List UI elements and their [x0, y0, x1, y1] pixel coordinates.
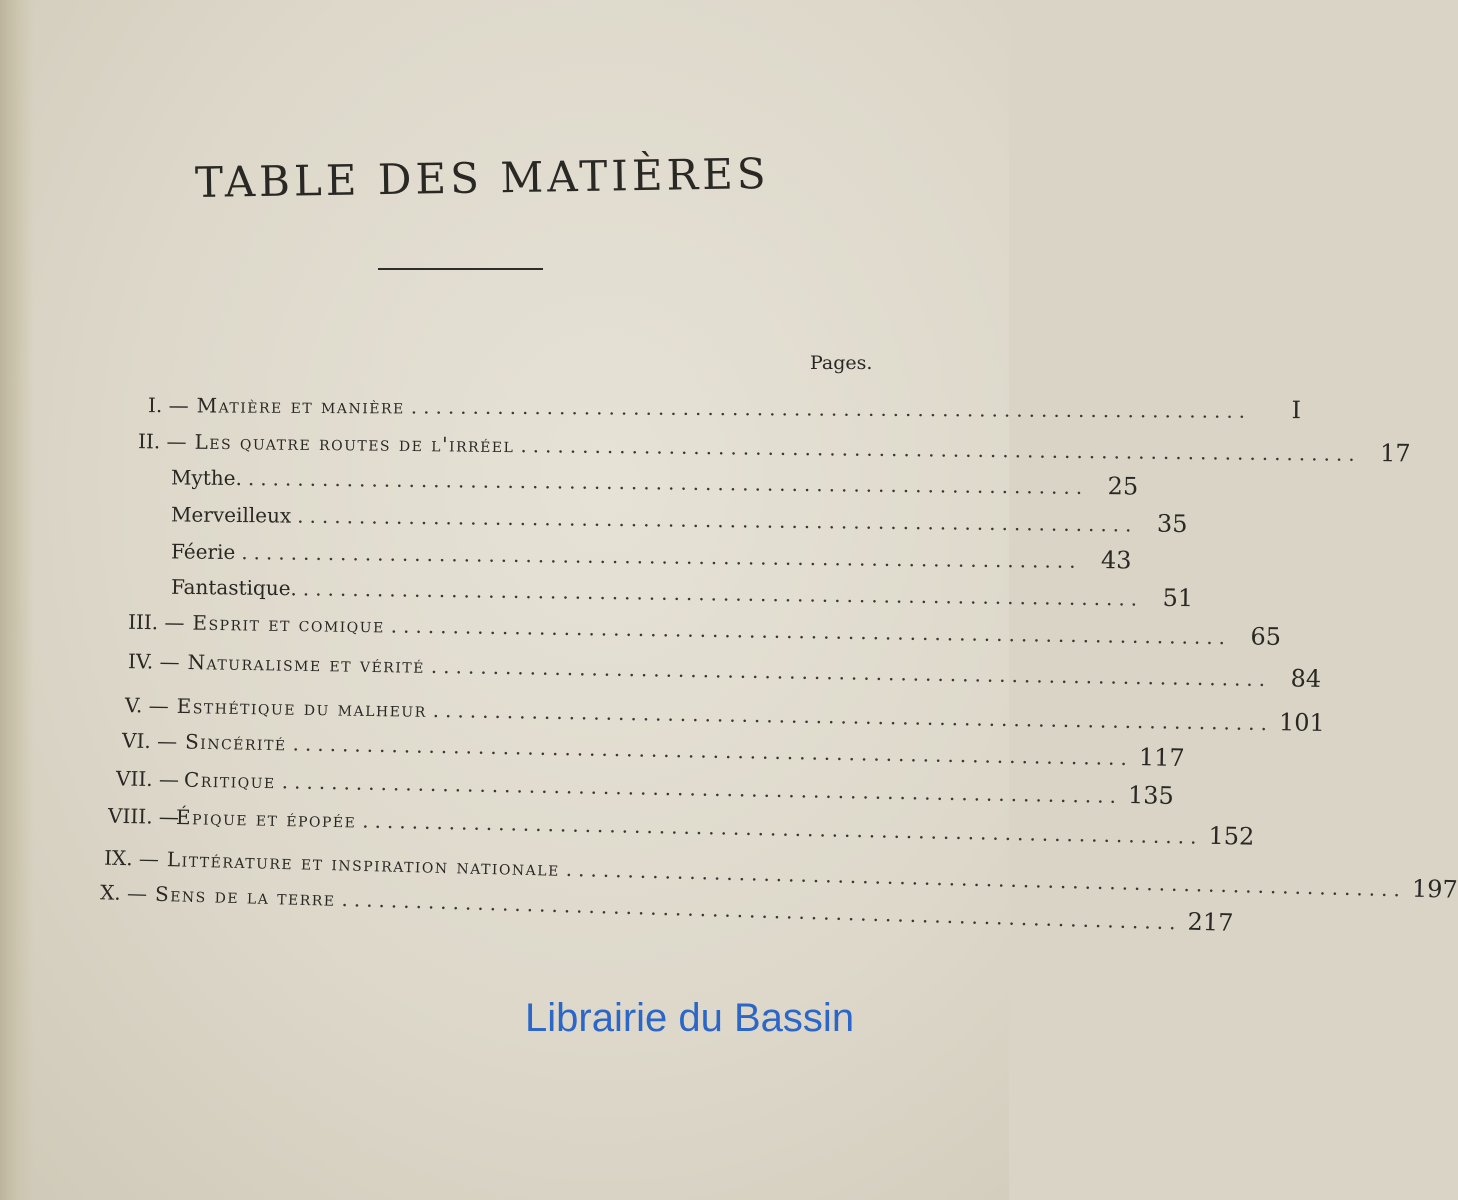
entry-number: X. —	[99, 880, 148, 906]
entry-number: III. —	[127, 609, 185, 635]
entry-page: 17	[1379, 439, 1411, 468]
entry-label: Les quatre routes de l'irréel	[194, 429, 515, 458]
entry-page: 25	[1107, 472, 1139, 501]
entry-label: Esprit et comique	[192, 610, 385, 638]
leader-dots: ....................................................................	[430, 653, 1272, 692]
toc-entry	[124, 690, 1326, 737]
entry-page: I	[1291, 396, 1302, 425]
leader-dots: ....................................................................	[292, 731, 1134, 771]
entry-page: 135	[1127, 781, 1175, 810]
entry-label: Fantastique.	[170, 574, 298, 601]
entry-label: Critique	[183, 767, 276, 794]
leader-dots: ....................................................................	[341, 886, 1182, 935]
leader-dots: ....................................................................	[520, 433, 1361, 466]
entry-label: Épique et épopée	[175, 804, 357, 833]
toc-subentry	[163, 462, 1139, 501]
toc-entry	[127, 607, 1282, 651]
entry-page: 84	[1290, 664, 1322, 693]
toc-subentry	[163, 572, 1194, 613]
leader-dots: ....................................................................	[247, 466, 1089, 499]
toc-entry	[147, 390, 1302, 425]
entry-page: 152	[1208, 821, 1255, 851]
entry-label: Sincérité	[184, 729, 287, 756]
entry-page: 43	[1100, 546, 1132, 575]
pages-column-label: Pages.	[810, 352, 873, 374]
entry-page: 65	[1250, 622, 1282, 651]
entry-page: 101	[1278, 708, 1326, 737]
leader-dots: ....................................................................	[432, 697, 1274, 736]
toc-entry	[115, 763, 1175, 810]
leader-dots: ....................................................................	[297, 503, 1138, 537]
toc-subentry	[163, 499, 1188, 538]
entry-label: Féerie	[170, 539, 236, 565]
page-title: TABLE DES MATIÈRES	[194, 148, 770, 207]
entry-label: Sens de la terre	[154, 881, 336, 911]
entry-label: Merveilleux	[170, 502, 292, 528]
leader-dots: ....................................................................	[302, 576, 1144, 611]
toc-entry	[121, 725, 1185, 772]
entry-number: V. —	[124, 693, 169, 718]
leader-dots: ....................................................................	[241, 540, 1082, 573]
entry-page: 217	[1187, 907, 1234, 937]
toc-entry	[137, 426, 1411, 468]
entry-label: Naturalisme et vérité	[187, 650, 426, 678]
leader-dots: ....................................................................	[362, 808, 1203, 849]
entry-label: Littérature et inspiration nationale	[166, 847, 561, 881]
leader-dots: ....................................................................	[281, 769, 1123, 808]
entry-page: 51	[1162, 583, 1194, 613]
toc-subentry	[163, 536, 1132, 575]
entry-number: VI. —	[121, 728, 178, 754]
toc-entry	[127, 646, 1322, 693]
entry-label: Esthétique du malheur	[176, 693, 427, 722]
entry-label: Mythe.	[170, 465, 243, 491]
entry-number: II. —	[137, 429, 187, 454]
entry-page: 197	[1411, 874, 1458, 904]
entry-number: IX. —	[103, 845, 160, 871]
toc-entry	[107, 801, 1255, 851]
bookseller-watermark: Librairie du Bassin	[525, 996, 855, 1040]
entry-label: Matière et manière	[196, 393, 405, 419]
entry-number: I. —	[147, 393, 189, 418]
entry-number: VII. —	[115, 766, 180, 792]
leader-dots: ....................................................................	[410, 394, 1252, 423]
entry-page: 35	[1156, 509, 1188, 538]
leader-dots: ....................................................................	[565, 856, 1407, 902]
entry-page: 117	[1138, 743, 1185, 772]
entry-number: VIII. —	[107, 803, 180, 830]
leader-dots: ....................................................................	[390, 613, 1232, 650]
entry-number: IV. —	[127, 649, 180, 674]
